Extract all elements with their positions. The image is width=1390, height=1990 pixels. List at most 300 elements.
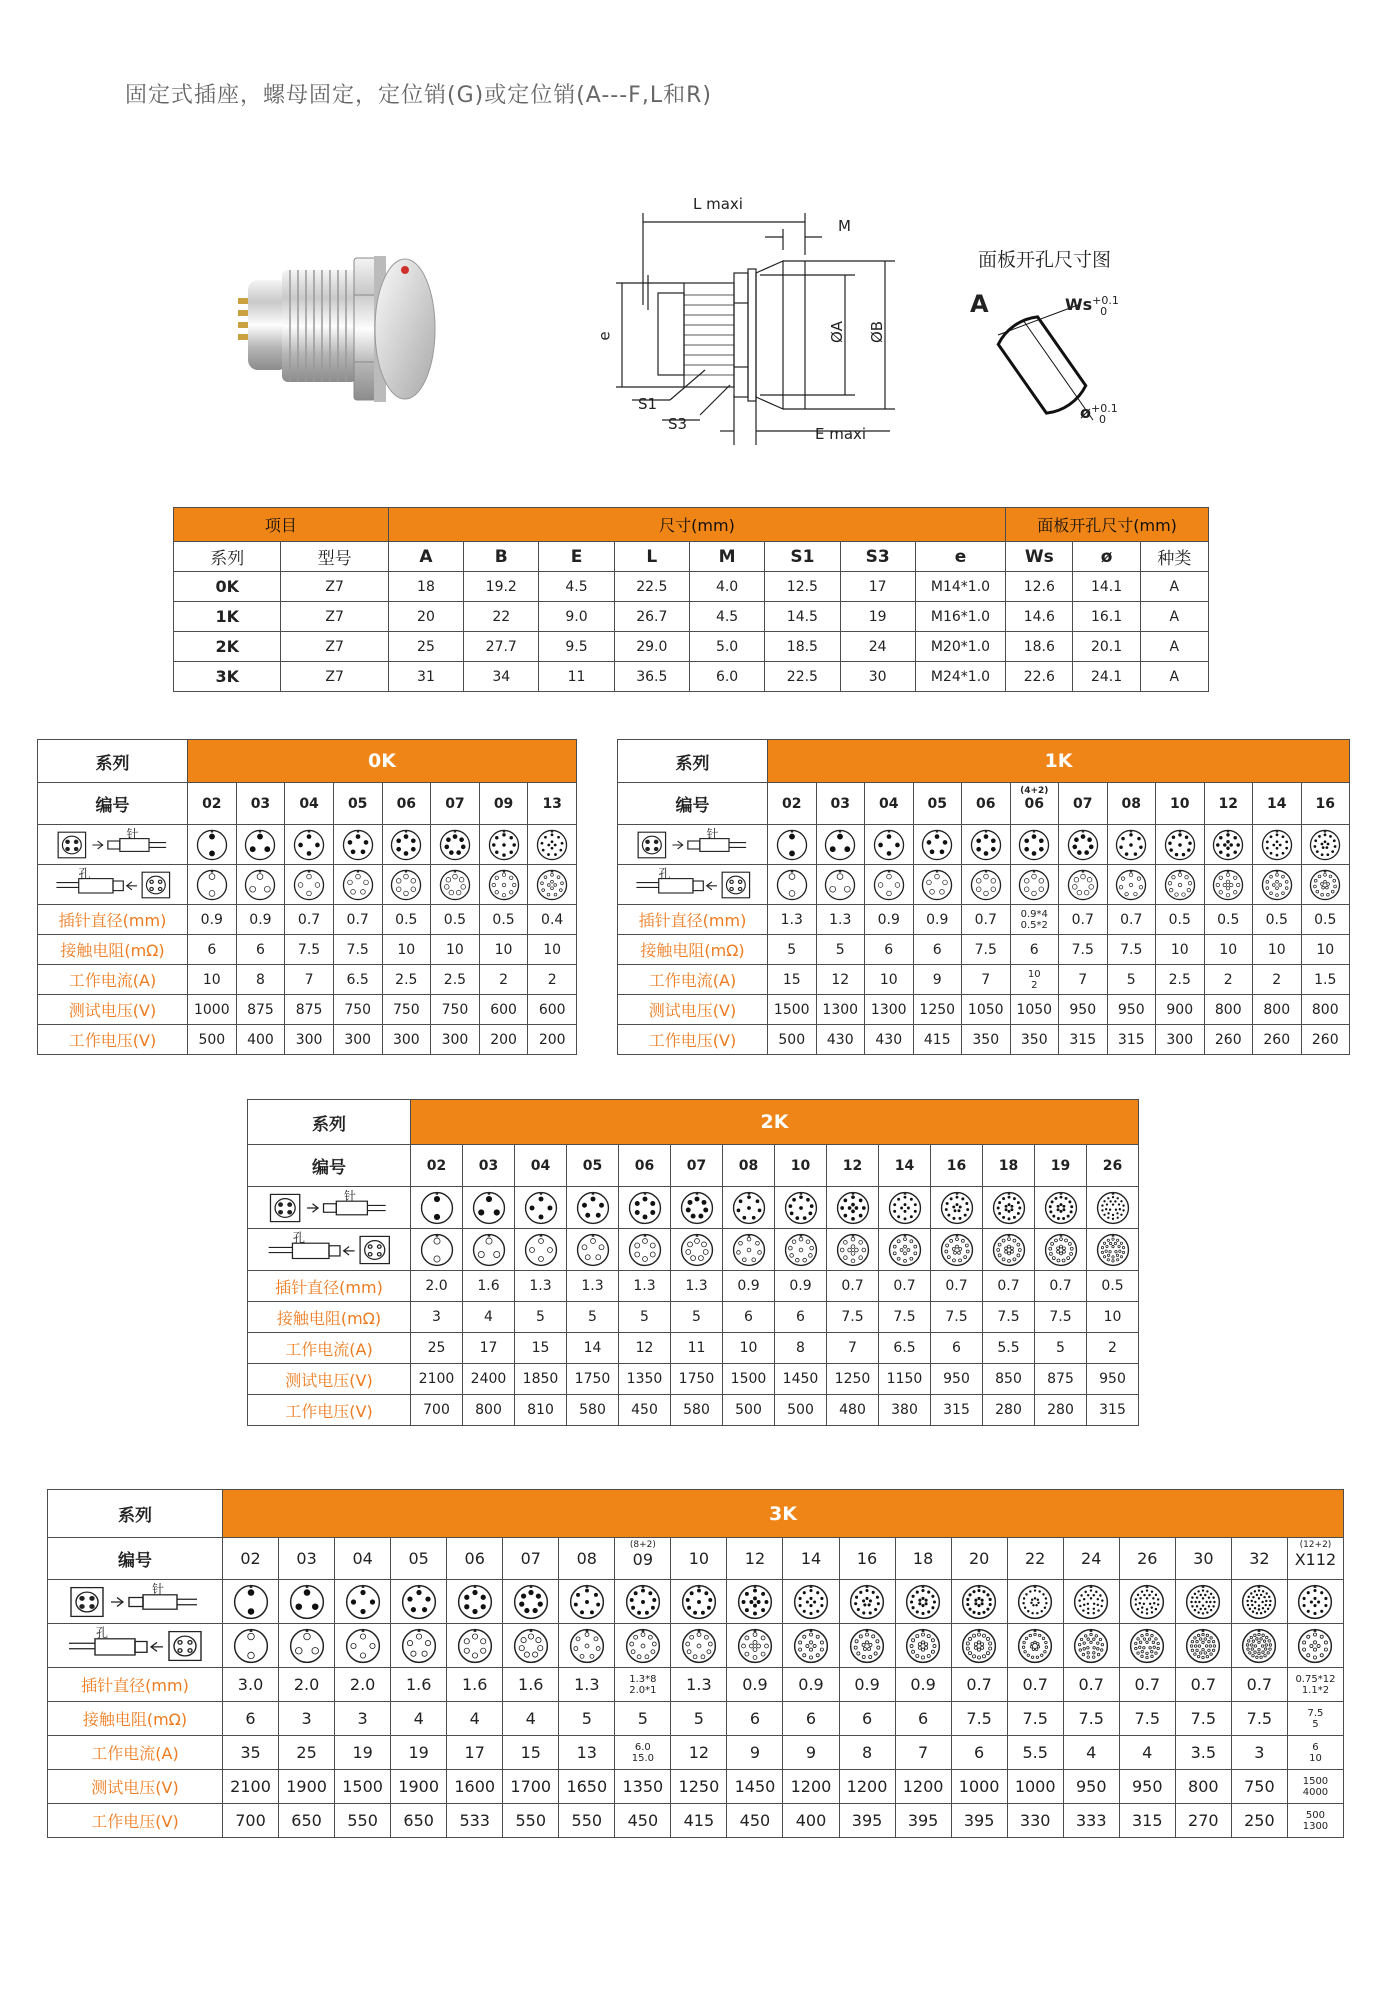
table-cell: 11 — [539, 662, 614, 692]
socket-face-icon — [628, 1233, 662, 1267]
table-cell: 2K — [411, 1100, 1139, 1145]
table-cell: 6 — [188, 935, 237, 965]
table-cell — [567, 1187, 619, 1229]
table-cell — [463, 1145, 515, 1187]
table-cell: 0.5 — [1253, 905, 1302, 935]
pin-face-icon — [1115, 829, 1147, 861]
table-cell — [528, 783, 577, 825]
table-cell — [1035, 1187, 1087, 1229]
table-cell: 1200 — [839, 1770, 895, 1804]
table-cell: 2.0 — [411, 1271, 463, 1302]
table-cell — [188, 865, 237, 905]
table-cell: 3 — [411, 1302, 463, 1333]
socket-face-row — [248, 1229, 1139, 1271]
table-cell: 7 — [285, 965, 334, 995]
table-cell: 插针直径(mm) — [38, 905, 188, 935]
table-cell — [223, 1624, 279, 1668]
table-cell: 2400 — [463, 1364, 515, 1395]
socket-face-row — [38, 865, 577, 905]
table-cell: 7.5 — [951, 1702, 1007, 1736]
table-cell: 430 — [816, 1025, 865, 1055]
table-cell — [431, 865, 480, 905]
table-row — [248, 1395, 1139, 1426]
table-cell — [839, 1538, 895, 1580]
table-cell — [723, 1187, 775, 1229]
code-value: 12 — [842, 1157, 863, 1174]
table-cell: 0.7 — [1007, 1668, 1063, 1702]
dia-a-label: ØA — [828, 320, 847, 344]
table-cell: 0.5 — [479, 905, 528, 935]
table-cell: 4 — [463, 1302, 515, 1333]
table-cell — [931, 1187, 983, 1229]
stacked-value: 1300 — [1302, 1820, 1329, 1832]
code-value: 04 — [879, 795, 899, 812]
table-cell: 1000 — [188, 995, 237, 1025]
table-cell: 15 — [768, 965, 817, 995]
socket-face-icon — [784, 1233, 818, 1267]
code-value: 04 — [299, 795, 319, 812]
socket-face-icon — [1241, 1628, 1277, 1664]
table-cell — [1059, 825, 1108, 865]
series-1k-table — [617, 739, 1350, 1055]
table-cell: 1.3 — [671, 1271, 723, 1302]
table-cell: 700 — [411, 1395, 463, 1426]
table-row — [618, 995, 1350, 1025]
stacked-value: 7.5 — [1307, 1707, 1324, 1719]
table-cell: 20 — [388, 602, 463, 632]
socket-face-icon — [457, 1628, 493, 1664]
table-cell — [1007, 1580, 1063, 1624]
table-cell: 415 — [913, 1025, 962, 1055]
table-cell: 测试电压(V) — [48, 1770, 223, 1804]
table-cell — [382, 865, 431, 905]
table-cell: 10 — [479, 935, 528, 965]
table-cell: 1850 — [515, 1364, 567, 1395]
code-row — [618, 783, 1350, 825]
table-cell — [279, 1538, 335, 1580]
code-value: 04 — [530, 1157, 551, 1174]
table-cell — [931, 1229, 983, 1271]
table-row — [48, 1702, 1344, 1736]
pin-face-icon — [289, 1584, 325, 1620]
socket-face-icon — [824, 869, 856, 901]
table-cell: 35 — [223, 1736, 279, 1770]
code-value: 03 — [478, 1157, 499, 1174]
table-cell — [615, 1580, 671, 1624]
table-cell: 14 — [567, 1333, 619, 1364]
table-cell: 5.0 — [689, 632, 764, 662]
dia-b-label: ØB — [868, 320, 887, 344]
table-cell: 2.5 — [431, 965, 480, 995]
code-value: 05 — [927, 795, 947, 812]
table-cell — [411, 1187, 463, 1229]
table-cell — [188, 783, 237, 825]
socket-face-icon — [1073, 1628, 1109, 1664]
table-cell: 2 — [1087, 1333, 1139, 1364]
table-cell: 0.4 — [528, 905, 577, 935]
stacked-value: 0.9*4 — [1020, 908, 1048, 920]
table-cell — [1007, 1624, 1063, 1668]
stacked-value: 6 — [1312, 1741, 1319, 1753]
pin-face-icon — [293, 829, 325, 861]
table-cell: 6.5 — [879, 1333, 931, 1364]
pin-face-icon — [1185, 1584, 1221, 1620]
code-row — [48, 1538, 1344, 1580]
code-value: 10 — [1170, 795, 1190, 812]
table-cell — [775, 1187, 827, 1229]
table-cell — [503, 1580, 559, 1624]
table-cell — [983, 1229, 1035, 1271]
table-cell: 5 — [567, 1302, 619, 1333]
table-cell — [1253, 783, 1302, 825]
group-item-header: 项目 — [174, 508, 389, 542]
table-cell — [1063, 1538, 1119, 1580]
table-cell: 插针直径(mm) — [48, 1668, 223, 1702]
code-value: 10 — [790, 1157, 811, 1174]
table-cell — [567, 1145, 619, 1187]
table-cell: 315 — [931, 1395, 983, 1426]
table-cell: 6 — [931, 1333, 983, 1364]
table-cell: 1.3 — [619, 1271, 671, 1302]
table-row — [618, 935, 1350, 965]
pin-face-icon — [472, 1191, 506, 1225]
table-cell: 4 — [447, 1702, 503, 1736]
table-cell — [723, 1145, 775, 1187]
table-cell — [411, 1145, 463, 1187]
table-cell — [895, 1624, 951, 1668]
table-cell: 工作电压(V) — [38, 1025, 188, 1055]
table-cell: 5 — [615, 1702, 671, 1736]
table-cell: 5 — [671, 1702, 727, 1736]
stacked-value: 5 — [1312, 1718, 1319, 1730]
table-cell: 2 — [479, 965, 528, 995]
table-cell: 260 — [1301, 1025, 1350, 1055]
table-cell: 600 — [528, 995, 577, 1025]
table-cell: 2.0 — [335, 1668, 391, 1702]
table-cell: 1250 — [827, 1364, 879, 1395]
table-cell — [619, 1187, 671, 1229]
table-cell — [1035, 1229, 1087, 1271]
table-cell — [236, 825, 285, 865]
table-cell: 1.5 — [1301, 965, 1350, 995]
table-cell: 13 — [559, 1736, 615, 1770]
pin-face-icon — [401, 1584, 437, 1620]
table-cell: 6 — [236, 935, 285, 965]
cutout-dia-label: ø +0.1 0 — [1080, 402, 1118, 426]
socket-face-icon — [1096, 1233, 1130, 1267]
socket-face-icon — [524, 1233, 558, 1267]
table-cell: 3 — [335, 1702, 391, 1736]
hole-label: 孔 — [78, 866, 91, 881]
code-value: 18 — [912, 1549, 934, 1568]
table-cell — [447, 1580, 503, 1624]
table-cell: 350 — [1010, 1025, 1059, 1055]
table-cell — [1107, 783, 1156, 825]
pin-face-icon — [488, 829, 520, 861]
table-cell: Z7 — [281, 632, 388, 662]
socket-face-icon — [873, 869, 905, 901]
table-cell: 1.6 — [447, 1668, 503, 1702]
table-cell: 1500 — [723, 1364, 775, 1395]
code-value: 05 — [408, 1549, 429, 1568]
table-cell — [1204, 783, 1253, 825]
pin-label: 针 — [344, 1188, 357, 1203]
table-cell — [1059, 865, 1108, 905]
table-cell: 10 — [528, 935, 577, 965]
table-cell: 10 — [1253, 935, 1302, 965]
table-cell: 27.7 — [464, 632, 539, 662]
socket-face-icon — [345, 1628, 381, 1664]
table-cell — [528, 865, 577, 905]
table-cell — [447, 1538, 503, 1580]
table-cell — [865, 825, 914, 865]
table-cell: 800 — [1204, 995, 1253, 1025]
code-value: 20 — [968, 1549, 990, 1568]
table-cell — [931, 1145, 983, 1187]
code-superscript: (4+2) — [1020, 786, 1049, 796]
pin-label: 针 — [152, 1581, 165, 1596]
table-cell: 9 — [913, 965, 962, 995]
table-cell — [382, 825, 431, 865]
table-cell: 19.2 — [464, 572, 539, 602]
code-value: 08 — [576, 1549, 597, 1568]
table-row — [248, 1333, 1139, 1364]
code-value: 14 — [894, 1157, 915, 1174]
table-cell — [1007, 1538, 1063, 1580]
table-cell: 10 — [382, 935, 431, 965]
table-cell: 20.1 — [1073, 632, 1140, 662]
stacked-value: 4000 — [1302, 1786, 1329, 1798]
table-cell: 1450 — [727, 1770, 783, 1804]
table-cell — [1175, 1580, 1231, 1624]
stacked-value: 0.75*12 — [1295, 1673, 1336, 1685]
table-cell: 200 — [528, 1025, 577, 1055]
table-cell — [1010, 965, 1059, 995]
table-cell: 0.7 — [1175, 1668, 1231, 1702]
table-row — [38, 965, 577, 995]
code-value: 07 — [445, 795, 465, 812]
pin-face-icon — [992, 1191, 1026, 1225]
table-cell: 875 — [285, 995, 334, 1025]
table-cell — [619, 1229, 671, 1271]
table-cell: 395 — [951, 1804, 1007, 1838]
dimension-spec-table — [173, 507, 1209, 692]
table-cell — [879, 1187, 931, 1229]
table-cell — [391, 1624, 447, 1668]
table-cell: 7.5 — [1063, 1702, 1119, 1736]
table-row — [48, 1668, 1344, 1702]
table-cell — [1287, 1668, 1343, 1702]
table-cell: 1.3 — [768, 905, 817, 935]
pin-face-icon — [244, 829, 276, 861]
pin-face-icon — [439, 829, 471, 861]
table-cell: 7.5 — [1035, 1302, 1087, 1333]
code-value: 13 — [542, 795, 562, 812]
table-cell: 800 — [1253, 995, 1302, 1025]
female-socket-illustration — [633, 866, 753, 901]
table-cell — [1231, 1538, 1287, 1580]
table-cell: 接触电阻(mΩ) — [38, 935, 188, 965]
code-value: X112 — [1294, 1549, 1337, 1569]
table-cell: 1250 — [913, 995, 962, 1025]
connector-photo — [230, 250, 490, 430]
table-cell — [1010, 865, 1059, 905]
table-cell: 580 — [671, 1395, 723, 1426]
pin-face-icon — [961, 1584, 997, 1620]
table-cell: 0.7 — [951, 1668, 1007, 1702]
table-cell — [913, 783, 962, 825]
table-cell: 1000 — [951, 1770, 1007, 1804]
table-cell: 1900 — [391, 1770, 447, 1804]
table-cell — [827, 1145, 879, 1187]
table-cell: 950 — [1087, 1364, 1139, 1395]
table-cell — [1301, 825, 1350, 865]
table-cell: 1250 — [671, 1770, 727, 1804]
pin-face-icon — [888, 1191, 922, 1225]
table-cell: 200 — [479, 1025, 528, 1055]
stacked-value: 10 — [1027, 968, 1041, 980]
table-cell: 6 — [775, 1302, 827, 1333]
table-cell: 工作电压(V) — [618, 1025, 768, 1055]
table-cell — [559, 1580, 615, 1624]
code-value: 05 — [347, 795, 368, 812]
table-cell — [768, 825, 817, 865]
table-cell: 工作电流(A) — [248, 1333, 411, 1364]
table-cell — [248, 1187, 411, 1229]
table-cell — [1301, 783, 1350, 825]
pin-face-icon — [342, 829, 374, 861]
table-cell: 1.3 — [559, 1668, 615, 1702]
code-value: 26 — [1137, 1549, 1158, 1568]
table-cell: 2100 — [223, 1770, 279, 1804]
code-row — [38, 783, 577, 825]
table-cell: 0K — [174, 572, 281, 602]
table-cell: 7.5 — [879, 1302, 931, 1333]
table-cell: 0.5 — [1301, 905, 1350, 935]
socket-face-icon — [732, 1233, 766, 1267]
table-cell: 1000 — [1007, 1770, 1063, 1804]
table-cell: 10 — [1087, 1302, 1139, 1333]
table-cell: 4.5 — [539, 572, 614, 602]
table-cell: 接触电阻(mΩ) — [248, 1302, 411, 1333]
socket-face-icon — [1297, 1628, 1333, 1664]
table-cell: 0.5 — [382, 905, 431, 935]
table-cell: 测试电压(V) — [248, 1364, 411, 1395]
hole-label: 孔 — [658, 866, 671, 881]
table-cell: M24*1.0 — [915, 662, 1005, 692]
stacked-value: 1.3*8 — [629, 1673, 657, 1685]
table-cell: 250 — [1231, 1804, 1287, 1838]
series-row — [48, 1490, 1344, 1538]
socket-face-icon — [776, 869, 808, 901]
pin-face-icon — [1073, 1584, 1109, 1620]
socket-face-icon — [849, 1628, 885, 1664]
pin-face-icon — [680, 1191, 714, 1225]
table-cell: 8 — [236, 965, 285, 995]
table-cell: 24.1 — [1073, 662, 1140, 692]
table-cell: 280 — [983, 1395, 1035, 1426]
table-cell: 1.3 — [515, 1271, 567, 1302]
table-cell: 0.5 — [1204, 905, 1253, 935]
table-cell — [1107, 865, 1156, 905]
table-cell: 3.5 — [1175, 1736, 1231, 1770]
table-cell: 10 — [431, 935, 480, 965]
table-cell: 14.5 — [765, 602, 840, 632]
socket-face-icon — [1115, 869, 1147, 901]
table-cell — [285, 825, 334, 865]
table-cell: 15 — [515, 1333, 567, 1364]
table-cell — [816, 783, 865, 825]
table-cell — [463, 1187, 515, 1229]
col-4: M — [689, 542, 764, 572]
table-cell — [447, 1624, 503, 1668]
socket-face-icon — [244, 869, 276, 901]
code-value: 16 — [1315, 795, 1335, 812]
socket-face-icon — [1129, 1628, 1165, 1664]
pin-face-icon — [196, 829, 228, 861]
stacked-value: 500 — [1305, 1809, 1325, 1821]
table-cell — [528, 825, 577, 865]
table-cell: 7.5 — [333, 935, 382, 965]
code-value: 14 — [800, 1549, 822, 1568]
table-cell — [768, 865, 817, 905]
table-cell: 280 — [1035, 1395, 1087, 1426]
table-cell: 0.7 — [983, 1271, 1035, 1302]
table-cell: 1450 — [775, 1364, 827, 1395]
socket-face-row — [48, 1624, 1344, 1668]
table-cell: 1500 — [335, 1770, 391, 1804]
pin-face-icon — [921, 829, 953, 861]
series-row — [248, 1100, 1139, 1145]
table-cell — [1253, 825, 1302, 865]
table-cell: 3.0 — [223, 1668, 279, 1702]
table-cell: 5 — [816, 935, 865, 965]
table-cell: 25 — [388, 632, 463, 662]
table-cell — [913, 865, 962, 905]
table-cell — [1287, 1624, 1343, 1668]
hole-label: 孔 — [96, 1625, 109, 1640]
socket-face-icon — [401, 1628, 437, 1664]
table-cell: 1050 — [962, 995, 1011, 1025]
socket-face-icon — [342, 869, 374, 901]
table-cell: 0.7 — [1063, 1668, 1119, 1702]
stacked-value: 6.0 — [634, 1741, 651, 1753]
table-cell — [38, 825, 188, 865]
table-cell: 插针直径(mm) — [248, 1271, 411, 1302]
code-value: 06 — [464, 1549, 485, 1568]
col-9: ø — [1073, 542, 1140, 572]
table-cell: 24 — [840, 632, 915, 662]
table-cell — [1156, 825, 1205, 865]
socket-face-icon — [293, 869, 325, 901]
table-cell: 0.9 — [865, 905, 914, 935]
socket-face-icon — [1044, 1233, 1078, 1267]
table-cell: 6 — [865, 935, 914, 965]
table-cell: 400 — [236, 1025, 285, 1055]
code-value: 08 — [738, 1157, 759, 1174]
cutout-ws-label: Ws +0.1 0 — [1065, 294, 1119, 318]
table-cell: M20*1.0 — [915, 632, 1005, 662]
table-cell: 1.3 — [816, 905, 865, 935]
pin-face-icon — [420, 1191, 454, 1225]
table-cell: 315 — [1119, 1804, 1175, 1838]
table-cell — [816, 865, 865, 905]
table-cell: 5.5 — [1007, 1736, 1063, 1770]
table-cell — [783, 1538, 839, 1580]
code-value: 06 — [634, 1157, 655, 1174]
pin-face-row — [618, 825, 1350, 865]
code-value: 22 — [1025, 1549, 1046, 1568]
